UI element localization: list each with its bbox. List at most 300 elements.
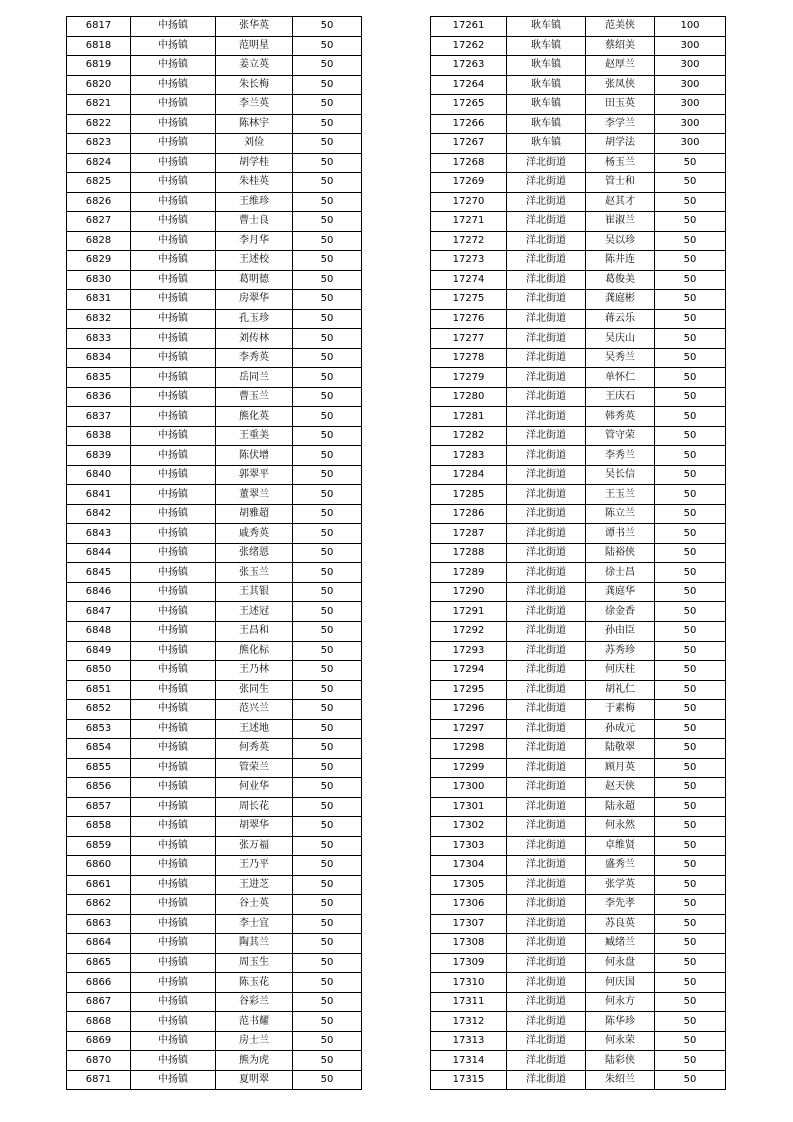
name-cell: 葛俊美	[586, 270, 655, 290]
serial-number-cell: 17284	[431, 465, 507, 485]
table-row	[67, 836, 362, 856]
serial-number-cell: 17266	[431, 114, 507, 134]
amount-cell: 50	[655, 153, 726, 173]
amount-cell: 50	[293, 446, 362, 466]
table-row	[431, 778, 726, 798]
town-cell: 中扬镇	[131, 153, 216, 173]
table-row	[67, 270, 362, 290]
amount-cell: 50	[293, 504, 362, 524]
town-cell: 洋北街道	[507, 329, 586, 349]
name-cell: 韩秀英	[586, 407, 655, 427]
town-cell: 洋北街道	[507, 934, 586, 954]
table-row	[431, 485, 726, 505]
town-cell: 洋北街道	[507, 192, 586, 212]
amount-cell: 50	[293, 563, 362, 583]
name-cell: 朱桂英	[216, 173, 293, 193]
amount-cell: 50	[293, 368, 362, 388]
serial-number-cell: 6843	[67, 524, 131, 544]
serial-number-cell: 17274	[431, 270, 507, 290]
town-cell: 洋北街道	[507, 602, 586, 622]
serial-number-cell: 6829	[67, 251, 131, 271]
serial-number-cell: 6865	[67, 953, 131, 973]
town-cell: 耿车镇	[507, 36, 586, 56]
serial-number-cell: 17309	[431, 953, 507, 973]
table-row	[67, 563, 362, 583]
serial-number-cell: 6834	[67, 348, 131, 368]
town-cell: 洋北街道	[507, 992, 586, 1012]
amount-cell: 50	[655, 446, 726, 466]
name-cell: 陈华珍	[586, 1012, 655, 1032]
table-row	[67, 582, 362, 602]
town-cell: 中扬镇	[131, 407, 216, 427]
amount-cell: 50	[293, 485, 362, 505]
table-row	[431, 231, 726, 251]
name-cell: 王庆石	[586, 387, 655, 407]
town-cell: 洋北街道	[507, 856, 586, 876]
amount-cell: 50	[293, 329, 362, 349]
name-cell: 何永然	[586, 817, 655, 837]
serial-number-cell: 17294	[431, 661, 507, 681]
amount-cell: 50	[655, 251, 726, 271]
town-cell: 中扬镇	[131, 739, 216, 759]
amount-cell: 50	[655, 739, 726, 759]
town-cell: 洋北街道	[507, 407, 586, 427]
town-cell: 中扬镇	[131, 446, 216, 466]
table-row	[431, 270, 726, 290]
serial-number-cell: 6863	[67, 914, 131, 934]
name-cell: 朱长梅	[216, 75, 293, 95]
serial-number-cell: 6844	[67, 543, 131, 563]
name-cell: 吴秀兰	[586, 348, 655, 368]
serial-number-cell: 6840	[67, 465, 131, 485]
amount-cell: 50	[293, 348, 362, 368]
serial-number-cell: 17262	[431, 36, 507, 56]
serial-number-cell: 6850	[67, 661, 131, 681]
town-cell: 中扬镇	[131, 992, 216, 1012]
name-cell: 戚秀英	[216, 524, 293, 544]
amount-cell: 50	[293, 426, 362, 446]
town-cell: 耿车镇	[507, 134, 586, 154]
town-cell: 耿车镇	[507, 75, 586, 95]
town-cell: 中扬镇	[131, 465, 216, 485]
name-cell: 卓维贤	[586, 836, 655, 856]
table-row	[67, 817, 362, 837]
table-row	[67, 543, 362, 563]
table-row	[67, 914, 362, 934]
table-row	[67, 934, 362, 954]
table-row	[431, 387, 726, 407]
serial-number-cell: 17299	[431, 758, 507, 778]
table-row	[431, 348, 726, 368]
town-cell: 洋北街道	[507, 251, 586, 271]
amount-cell: 50	[293, 700, 362, 720]
amount-cell: 50	[655, 270, 726, 290]
table-row	[431, 661, 726, 681]
serial-number-cell: 17276	[431, 309, 507, 329]
town-cell: 洋北街道	[507, 387, 586, 407]
serial-number-cell: 6854	[67, 739, 131, 759]
name-cell: 徐士昌	[586, 563, 655, 583]
name-cell: 陆永超	[586, 797, 655, 817]
name-cell: 崔淑兰	[586, 212, 655, 232]
name-cell: 王进芝	[216, 875, 293, 895]
table-row	[67, 251, 362, 271]
amount-cell: 50	[293, 134, 362, 154]
town-cell: 中扬镇	[131, 329, 216, 349]
table-row	[67, 134, 362, 154]
amount-cell: 50	[655, 582, 726, 602]
town-cell: 中扬镇	[131, 836, 216, 856]
name-cell: 管守荣	[586, 426, 655, 446]
serial-number-cell: 17277	[431, 329, 507, 349]
table-row	[431, 368, 726, 388]
town-cell: 洋北街道	[507, 426, 586, 446]
table-row	[431, 602, 726, 622]
table-row	[431, 1051, 726, 1071]
town-cell: 洋北街道	[507, 524, 586, 544]
serial-number-cell: 6869	[67, 1031, 131, 1051]
name-cell: 胡翠华	[216, 817, 293, 837]
name-cell: 谭书兰	[586, 524, 655, 544]
serial-number-cell: 17302	[431, 817, 507, 837]
table-row	[67, 992, 362, 1012]
town-cell: 中扬镇	[131, 700, 216, 720]
town-cell: 中扬镇	[131, 231, 216, 251]
amount-cell: 50	[293, 407, 362, 427]
amount-cell: 300	[655, 95, 726, 115]
amount-cell: 50	[655, 934, 726, 954]
amount-cell: 50	[655, 621, 726, 641]
town-cell: 洋北街道	[507, 875, 586, 895]
town-cell: 中扬镇	[131, 251, 216, 271]
amount-cell: 50	[293, 524, 362, 544]
serial-number-cell: 17261	[431, 17, 507, 37]
amount-cell: 50	[293, 1012, 362, 1032]
town-cell: 洋北街道	[507, 973, 586, 993]
serial-number-cell: 17286	[431, 504, 507, 524]
name-cell: 陆彩侠	[586, 1051, 655, 1071]
serial-number-cell: 17267	[431, 134, 507, 154]
amount-cell: 50	[293, 953, 362, 973]
table-row	[67, 700, 362, 720]
table-row	[431, 446, 726, 466]
amount-cell: 50	[655, 309, 726, 329]
serial-number-cell: 6866	[67, 973, 131, 993]
serial-number-cell: 17301	[431, 797, 507, 817]
town-cell: 中扬镇	[131, 856, 216, 876]
name-cell: 陆敬翠	[586, 739, 655, 759]
town-cell: 洋北街道	[507, 446, 586, 466]
town-cell: 耿车镇	[507, 114, 586, 134]
name-cell: 陈立兰	[586, 504, 655, 524]
name-cell: 张万福	[216, 836, 293, 856]
town-cell: 中扬镇	[131, 348, 216, 368]
amount-cell: 50	[293, 758, 362, 778]
town-cell: 中扬镇	[131, 485, 216, 505]
table-row	[67, 758, 362, 778]
amount-cell: 50	[655, 543, 726, 563]
table-row	[431, 407, 726, 427]
serial-number-cell: 17306	[431, 895, 507, 915]
town-cell: 洋北街道	[507, 797, 586, 817]
serial-number-cell: 17270	[431, 192, 507, 212]
serial-number-cell: 6842	[67, 504, 131, 524]
amount-cell: 50	[293, 231, 362, 251]
name-cell: 陆裕侠	[586, 543, 655, 563]
town-cell: 洋北街道	[507, 641, 586, 661]
table-row	[431, 524, 726, 544]
name-cell: 孔玉珍	[216, 309, 293, 329]
name-cell: 张华英	[216, 17, 293, 37]
table-row	[67, 1012, 362, 1032]
amount-cell: 50	[293, 856, 362, 876]
town-cell: 中扬镇	[131, 1031, 216, 1051]
serial-number-cell: 17296	[431, 700, 507, 720]
town-cell: 洋北街道	[507, 661, 586, 681]
serial-number-cell: 6828	[67, 231, 131, 251]
town-cell: 中扬镇	[131, 680, 216, 700]
amount-cell: 50	[293, 56, 362, 76]
serial-number-cell: 17315	[431, 1070, 507, 1090]
amount-cell: 50	[655, 329, 726, 349]
town-cell: 洋北街道	[507, 173, 586, 193]
amount-cell: 50	[655, 504, 726, 524]
name-cell: 葛明德	[216, 270, 293, 290]
name-cell: 龚庭华	[586, 582, 655, 602]
table-row	[431, 836, 726, 856]
town-cell: 耿车镇	[507, 95, 586, 115]
name-cell: 李士宜	[216, 914, 293, 934]
name-cell: 单怀仁	[586, 368, 655, 388]
name-cell: 吴庆山	[586, 329, 655, 349]
town-cell: 洋北街道	[507, 1012, 586, 1032]
amount-cell: 50	[293, 817, 362, 837]
town-cell: 洋北街道	[507, 368, 586, 388]
town-cell: 中扬镇	[131, 524, 216, 544]
serial-number-cell: 17310	[431, 973, 507, 993]
town-cell: 中扬镇	[131, 290, 216, 310]
amount-cell: 50	[293, 309, 362, 329]
town-cell: 中扬镇	[131, 895, 216, 915]
amount-cell: 50	[293, 875, 362, 895]
amount-cell: 50	[655, 602, 726, 622]
name-cell: 管荣兰	[216, 758, 293, 778]
amount-cell: 50	[293, 661, 362, 681]
amount-cell: 50	[655, 680, 726, 700]
serial-number-cell: 17303	[431, 836, 507, 856]
amount-cell: 50	[293, 895, 362, 915]
table-row	[431, 426, 726, 446]
table-row	[67, 173, 362, 193]
table-row	[431, 17, 726, 37]
name-cell: 曹士良	[216, 212, 293, 232]
table-row	[431, 173, 726, 193]
town-cell: 中扬镇	[131, 875, 216, 895]
name-cell: 刘传林	[216, 329, 293, 349]
serial-number-cell: 6833	[67, 329, 131, 349]
serial-number-cell: 6853	[67, 719, 131, 739]
name-cell: 范美侠	[586, 17, 655, 37]
name-cell: 周长花	[216, 797, 293, 817]
right-table	[430, 16, 726, 1090]
name-cell: 胡学桂	[216, 153, 293, 173]
amount-cell: 300	[655, 36, 726, 56]
name-cell: 盛秀兰	[586, 856, 655, 876]
table-row	[67, 56, 362, 76]
amount-cell: 50	[655, 641, 726, 661]
town-cell: 洋北街道	[507, 485, 586, 505]
town-cell: 耿车镇	[507, 56, 586, 76]
town-cell: 中扬镇	[131, 817, 216, 837]
serial-number-cell: 17268	[431, 153, 507, 173]
name-cell: 周玉生	[216, 953, 293, 973]
town-cell: 洋北街道	[507, 543, 586, 563]
amount-cell: 50	[293, 1031, 362, 1051]
town-cell: 洋北街道	[507, 914, 586, 934]
table-row	[67, 895, 362, 915]
town-cell: 中扬镇	[131, 114, 216, 134]
serial-number-cell: 17264	[431, 75, 507, 95]
serial-number-cell: 6841	[67, 485, 131, 505]
amount-cell: 50	[655, 192, 726, 212]
name-cell: 姜立英	[216, 56, 293, 76]
amount-cell: 50	[293, 719, 362, 739]
serial-number-cell: 17279	[431, 368, 507, 388]
table-row	[431, 134, 726, 154]
town-cell: 中扬镇	[131, 758, 216, 778]
amount-cell: 50	[655, 290, 726, 310]
serial-number-cell: 6823	[67, 134, 131, 154]
table-row	[67, 856, 362, 876]
amount-cell: 50	[293, 387, 362, 407]
serial-number-cell: 17298	[431, 739, 507, 759]
town-cell: 中扬镇	[131, 1012, 216, 1032]
town-cell: 中扬镇	[131, 641, 216, 661]
amount-cell: 50	[655, 778, 726, 798]
table-row	[67, 621, 362, 641]
table-row	[67, 446, 362, 466]
name-cell: 李兰英	[216, 95, 293, 115]
town-cell: 中扬镇	[131, 192, 216, 212]
table-row	[67, 36, 362, 56]
name-cell: 范书耀	[216, 1012, 293, 1032]
amount-cell: 50	[293, 739, 362, 759]
name-cell: 王其银	[216, 582, 293, 602]
name-cell: 何永荣	[586, 1031, 655, 1051]
amount-cell: 50	[293, 290, 362, 310]
table-row	[431, 817, 726, 837]
serial-number-cell: 6868	[67, 1012, 131, 1032]
town-cell: 中扬镇	[131, 75, 216, 95]
name-cell: 陈玉花	[216, 973, 293, 993]
name-cell: 王述校	[216, 251, 293, 271]
serial-number-cell: 17263	[431, 56, 507, 76]
town-cell: 洋北街道	[507, 621, 586, 641]
name-cell: 李学兰	[586, 114, 655, 134]
amount-cell: 50	[293, 914, 362, 934]
serial-number-cell: 6857	[67, 797, 131, 817]
name-cell: 蒋云乐	[586, 309, 655, 329]
town-cell: 洋北街道	[507, 465, 586, 485]
table-row	[67, 1051, 362, 1071]
name-cell: 李先孝	[586, 895, 655, 915]
name-cell: 何秀英	[216, 739, 293, 759]
serial-number-cell: 17278	[431, 348, 507, 368]
name-cell: 何业华	[216, 778, 293, 798]
table-row	[67, 739, 362, 759]
amount-cell: 50	[293, 641, 362, 661]
serial-number-cell: 6825	[67, 173, 131, 193]
serial-number-cell: 6860	[67, 856, 131, 876]
town-cell: 洋北街道	[507, 231, 586, 251]
amount-cell: 50	[655, 895, 726, 915]
amount-cell: 50	[655, 856, 726, 876]
table-row	[67, 602, 362, 622]
name-cell: 董翠兰	[216, 485, 293, 505]
amount-cell: 50	[293, 1051, 362, 1071]
amount-cell: 50	[293, 680, 362, 700]
town-cell: 中扬镇	[131, 17, 216, 37]
amount-cell: 50	[655, 465, 726, 485]
table-row	[431, 680, 726, 700]
table-row	[67, 426, 362, 446]
amount-cell: 50	[655, 563, 726, 583]
table-row	[431, 953, 726, 973]
serial-number-cell: 17291	[431, 602, 507, 622]
table-row	[67, 1031, 362, 1051]
serial-number-cell: 6824	[67, 153, 131, 173]
table-row	[431, 251, 726, 271]
table-row	[67, 348, 362, 368]
serial-number-cell: 6821	[67, 95, 131, 115]
table-row	[431, 719, 726, 739]
town-cell: 中扬镇	[131, 797, 216, 817]
amount-cell: 50	[293, 153, 362, 173]
name-cell: 熊化标	[216, 641, 293, 661]
name-cell: 赵其才	[586, 192, 655, 212]
amount-cell: 50	[293, 1070, 362, 1090]
amount-cell: 50	[655, 387, 726, 407]
table-row	[431, 875, 726, 895]
amount-cell: 300	[655, 56, 726, 76]
town-cell: 洋北街道	[507, 953, 586, 973]
town-cell: 洋北街道	[507, 778, 586, 798]
name-cell: 陈井连	[586, 251, 655, 271]
table-row	[67, 875, 362, 895]
amount-cell: 50	[655, 368, 726, 388]
serial-number-cell: 6864	[67, 934, 131, 954]
table-row	[431, 621, 726, 641]
amount-cell: 50	[293, 621, 362, 641]
town-cell: 洋北街道	[507, 563, 586, 583]
table-row	[67, 661, 362, 681]
name-cell: 夏明翠	[216, 1070, 293, 1090]
amount-cell: 50	[293, 973, 362, 993]
town-cell: 洋北街道	[507, 817, 586, 837]
serial-number-cell: 17305	[431, 875, 507, 895]
serial-number-cell: 6830	[67, 270, 131, 290]
amount-cell: 50	[293, 797, 362, 817]
table-row	[67, 387, 362, 407]
amount-cell: 50	[655, 1070, 726, 1090]
table-row	[67, 231, 362, 251]
table-row	[67, 368, 362, 388]
name-cell: 刘俭	[216, 134, 293, 154]
town-cell: 中扬镇	[131, 426, 216, 446]
name-cell: 陶其兰	[216, 934, 293, 954]
serial-number-cell: 6831	[67, 290, 131, 310]
name-cell: 顾月英	[586, 758, 655, 778]
